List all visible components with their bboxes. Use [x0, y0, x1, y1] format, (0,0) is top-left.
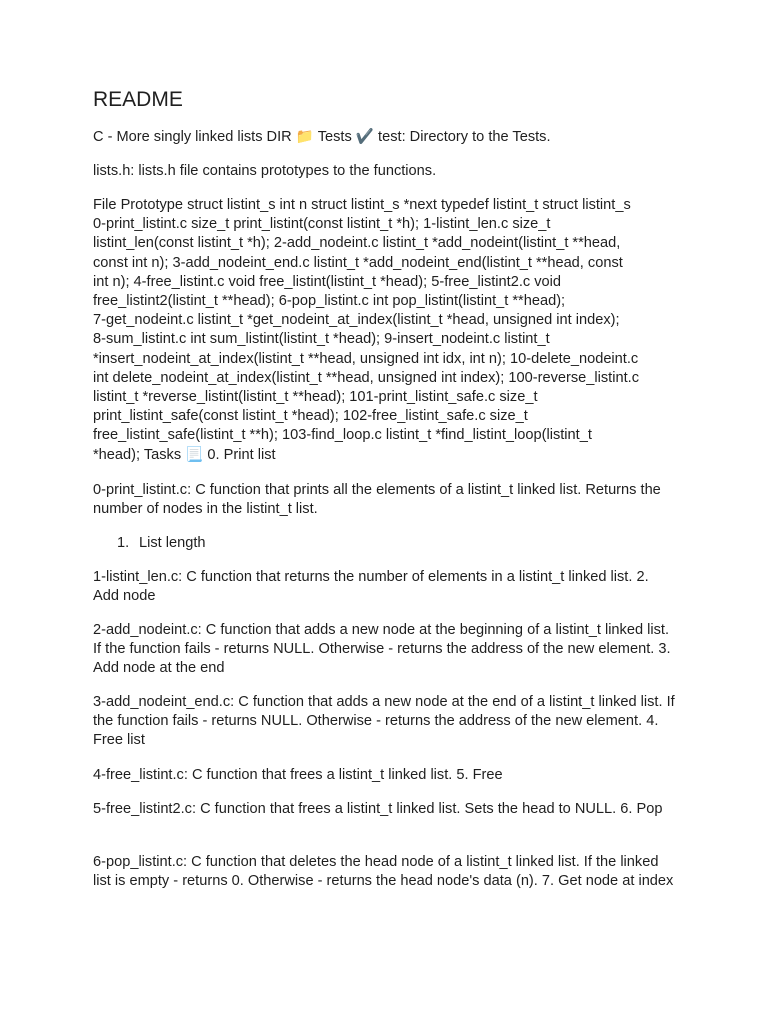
task2-paragraph: 2-add_nodeint.c: C function that adds a new node at the beginning of a listint_t linked list. If the function fails - returns NULL. Otherwise - returns the address of the new element. 3. Add node at the end	[93, 622, 671, 677]
prototype-line: free_listint2(listint_t **head); 6-pop_listint.c int pop_listint(listint_t **head);	[93, 293, 566, 310]
prototype-line: const int n); 3-add_nodeint_end.c listint_t *add_nodeint_end(listint_t **head, const	[93, 254, 623, 271]
prototype-line: int n); 4-free_listint.c void free_listint(listint_t *head); 5-free_listint2.c void	[93, 273, 562, 290]
task0-paragraph: 0-print_listint.c: C function that prints all the elements of a listint_t linked list. Returns the number of nodes in the listint_t list.	[93, 482, 661, 518]
prototype-line: print_listint_safe(const listint_t *head); 102-free_listint_safe.c size_t	[93, 408, 528, 425]
prototype-line: int delete_nodeint_at_index(listint_t **head, unsigned int index); 100-reverse_listint.c	[93, 369, 639, 386]
prototype-line: listint_len(const listint_t *h); 2-add_nodeint.c listint_t *add_nodeint(listint_t **head,	[93, 235, 621, 252]
lists-h-paragraph: lists.h: lists.h file contains prototypes to the functions.	[93, 163, 437, 179]
task3-paragraph: 3-add_nodeint_end.c: C function that adds a new node at the end of a listint_t linked list. If the function fails - returns NULL. Otherwise - returns the address of the new element. 4. Free list	[93, 694, 675, 749]
prototype-line: 8-sum_listint.c int sum_listint(listint_t *head); 9-insert_nodeint.c listint_t	[93, 331, 550, 348]
prototype-line: 0-print_listint.c size_t print_listint(const listint_t *h); 1-listint_len.c size_t	[93, 216, 551, 233]
list-item-label: List length	[139, 535, 206, 551]
prototype-line: *head); Tasks 📃 0. Print list	[93, 446, 276, 463]
task1-paragraph: 1-listint_len.c: C function that returns the number of elements in a listint_t linked list. 2. Add node	[93, 569, 649, 605]
prototype-line: File Prototype struct listint_s int n struct listint_s *next typedef listint_t struct listint_s	[93, 197, 631, 213]
prototype-line: 7-get_nodeint.c listint_t *get_nodeint_at_index(listint_t *head, unsigned int index);	[93, 312, 620, 329]
document-title: README	[93, 88, 183, 111]
task5-paragraph: 5-free_listint2.c: C function that frees a listint_t linked list. Sets the head to NULL. 6. Pop	[93, 801, 663, 817]
prototype-line: listint_t *reverse_listint(listint_t **head); 101-print_listint_safe.c size_t	[93, 389, 538, 406]
prototype-line: *insert_nodeint_at_index(listint_t **head, unsigned int idx, int n); 10-delete_nodeint.c	[93, 350, 639, 367]
prototypes-paragraph	[93, 196, 675, 465]
task4-paragraph: 4-free_listint.c: C function that frees a listint_t linked list. 5. Free	[93, 767, 503, 783]
task6-paragraph: 6-pop_listint.c: C function that deletes the head node of a listint_t linked list. If the linked list is empty - returns 0. Otherwise - returns the head node's data (n). 7. Get node at index	[93, 854, 674, 890]
list-item-list-length	[93, 534, 675, 553]
list-item-number: 1.	[117, 535, 130, 551]
intro-paragraph: C - More singly linked lists DIR 📁 Tests ✔️ test: Directory to the Tests.	[93, 129, 551, 145]
prototype-line: free_listint_safe(listint_t **h); 103-find_loop.c listint_t *find_listint_loop(listint_t	[93, 427, 592, 444]
